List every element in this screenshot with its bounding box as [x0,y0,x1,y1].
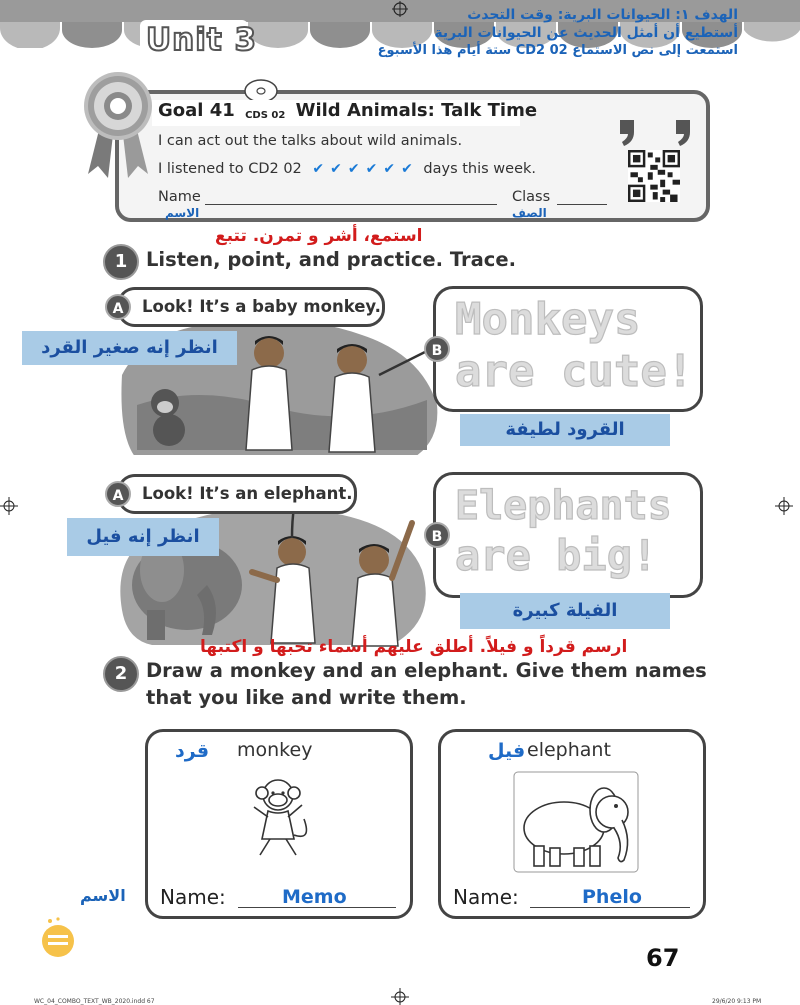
arabic-goal-line-2: أستطيع أن أمثل الحديث عن الحيوانات البرية [434,25,738,41]
speech-bubble-a-2: Look! It’s an elephant. [117,474,357,514]
class-field-arabic: الصف [512,206,547,220]
qr-code-icon[interactable] [628,150,680,202]
arabic-label-elephants-big: الفيلة كبيرة [460,593,670,629]
arabic-label-baby-monkey: انظر إنه صغير القرد [22,331,237,365]
section2-title-line2: that you like and write them. [146,686,467,709]
check-mark-icon[interactable]: ✔ [401,161,413,177]
trace-line-monkeys[interactable]: Monkeys [455,294,641,345]
monkey-drawing [238,775,318,861]
registration-mark-left [0,497,18,515]
listened-prefix: I listened to CD2 02 [158,161,302,177]
section2-number: 2 [103,656,139,692]
arabic-goal-text [378,6,738,60]
check-mark-icon[interactable]: ✔ [347,161,360,177]
goal-listened-line [158,161,536,177]
trace-line-are-cute[interactable]: are cute! [455,346,694,397]
monkey-word-arabic: قرد [175,740,210,762]
goal-title [158,100,537,121]
check-mark-icon[interactable]: ✔ [312,161,325,177]
speaker-b-badge-1: B [424,336,450,362]
check-mark-icon[interactable]: ✔ [330,161,342,177]
speaker-b-badge-2: B [424,522,450,548]
unit-title: Unit 3 [146,22,258,58]
goal-number: Goal 41 [158,100,235,121]
monkey-name-value: Memo [282,886,347,908]
goal-can-do-line: I can act out the talks about wild animals. [158,133,463,149]
name-field-label: Name [158,189,201,205]
section2-title-line1: Draw a monkey and an elephant. Give them names [146,659,707,682]
elephant-scene-illustration [112,490,442,650]
check-mark-icon[interactable]: ✔ [365,161,378,177]
section1-title: Listen, point, and practice. Trace. [146,248,516,271]
arabic-label-elephant: انظر إنه فيل [67,518,219,556]
speaker-a-badge-2: A [105,481,131,507]
elephant-word: elephant [527,739,611,761]
listened-checkmarks [312,161,418,177]
listened-suffix: days this week. [423,161,537,177]
monkey-name-label: Name: [160,885,226,909]
elephant-drawing [512,770,640,875]
trace-line-are-big[interactable]: are big! [455,531,658,580]
speech-bubble-a-1: Look! It’s a baby monkey. [117,287,385,327]
section1-number: 1 [103,244,139,280]
section1-title-arabic: استمع، أشر و تمرن. تتبع [215,226,423,246]
registration-mark-right [775,497,793,515]
section2-title-arabic: ارسم قرداً و فيلاً. أطلق عليهم أسماء تحبها و اكتبها [200,637,628,657]
check-mark-icon[interactable]: ✔ [383,161,396,177]
arabic-goal-line-1: الهدف ١: الحيوانات البرية: وقت التحدث [467,7,738,23]
cds-code: CDS 02 [245,110,286,121]
class-field-line[interactable] [557,192,607,205]
name-field-arabic: الاسم [165,206,200,220]
page-number: 67 [646,944,680,972]
publisher-logo-icon [38,915,78,959]
elephant-name-value: Phelo [582,886,642,908]
monkey-scene-illustration [117,305,442,455]
arabic-listened-line: استمعت إلى نص الاستماع CD2 02 ستة أيام هذا الأسبوع [377,43,738,58]
quote-marks-icon [614,116,698,148]
name-arabic-label: الاسم [80,886,126,905]
class-field-label: Class [512,189,551,205]
goal-topic: Wild Animals: Talk Time [295,100,538,121]
elephant-word-arabic: فيل [488,740,526,762]
trace-line-elephants[interactable]: Elephants [455,483,672,529]
elephant-name-label: Name: [453,885,519,909]
footer-file-info: WC_04_COMBO_TEXT_WB_2020.indd 67 [34,998,155,1005]
footer-timestamp: 29/6/20 9:13 PM [712,998,762,1005]
arabic-label-monkeys-cute: القرود لطيفة [460,414,670,446]
ribbon-gear-icon [78,66,158,186]
name-field-line[interactable] [205,192,497,205]
speaker-a-badge-1: A [105,294,131,320]
registration-mark-bottom [391,988,409,1005]
monkey-word: monkey [237,739,313,761]
